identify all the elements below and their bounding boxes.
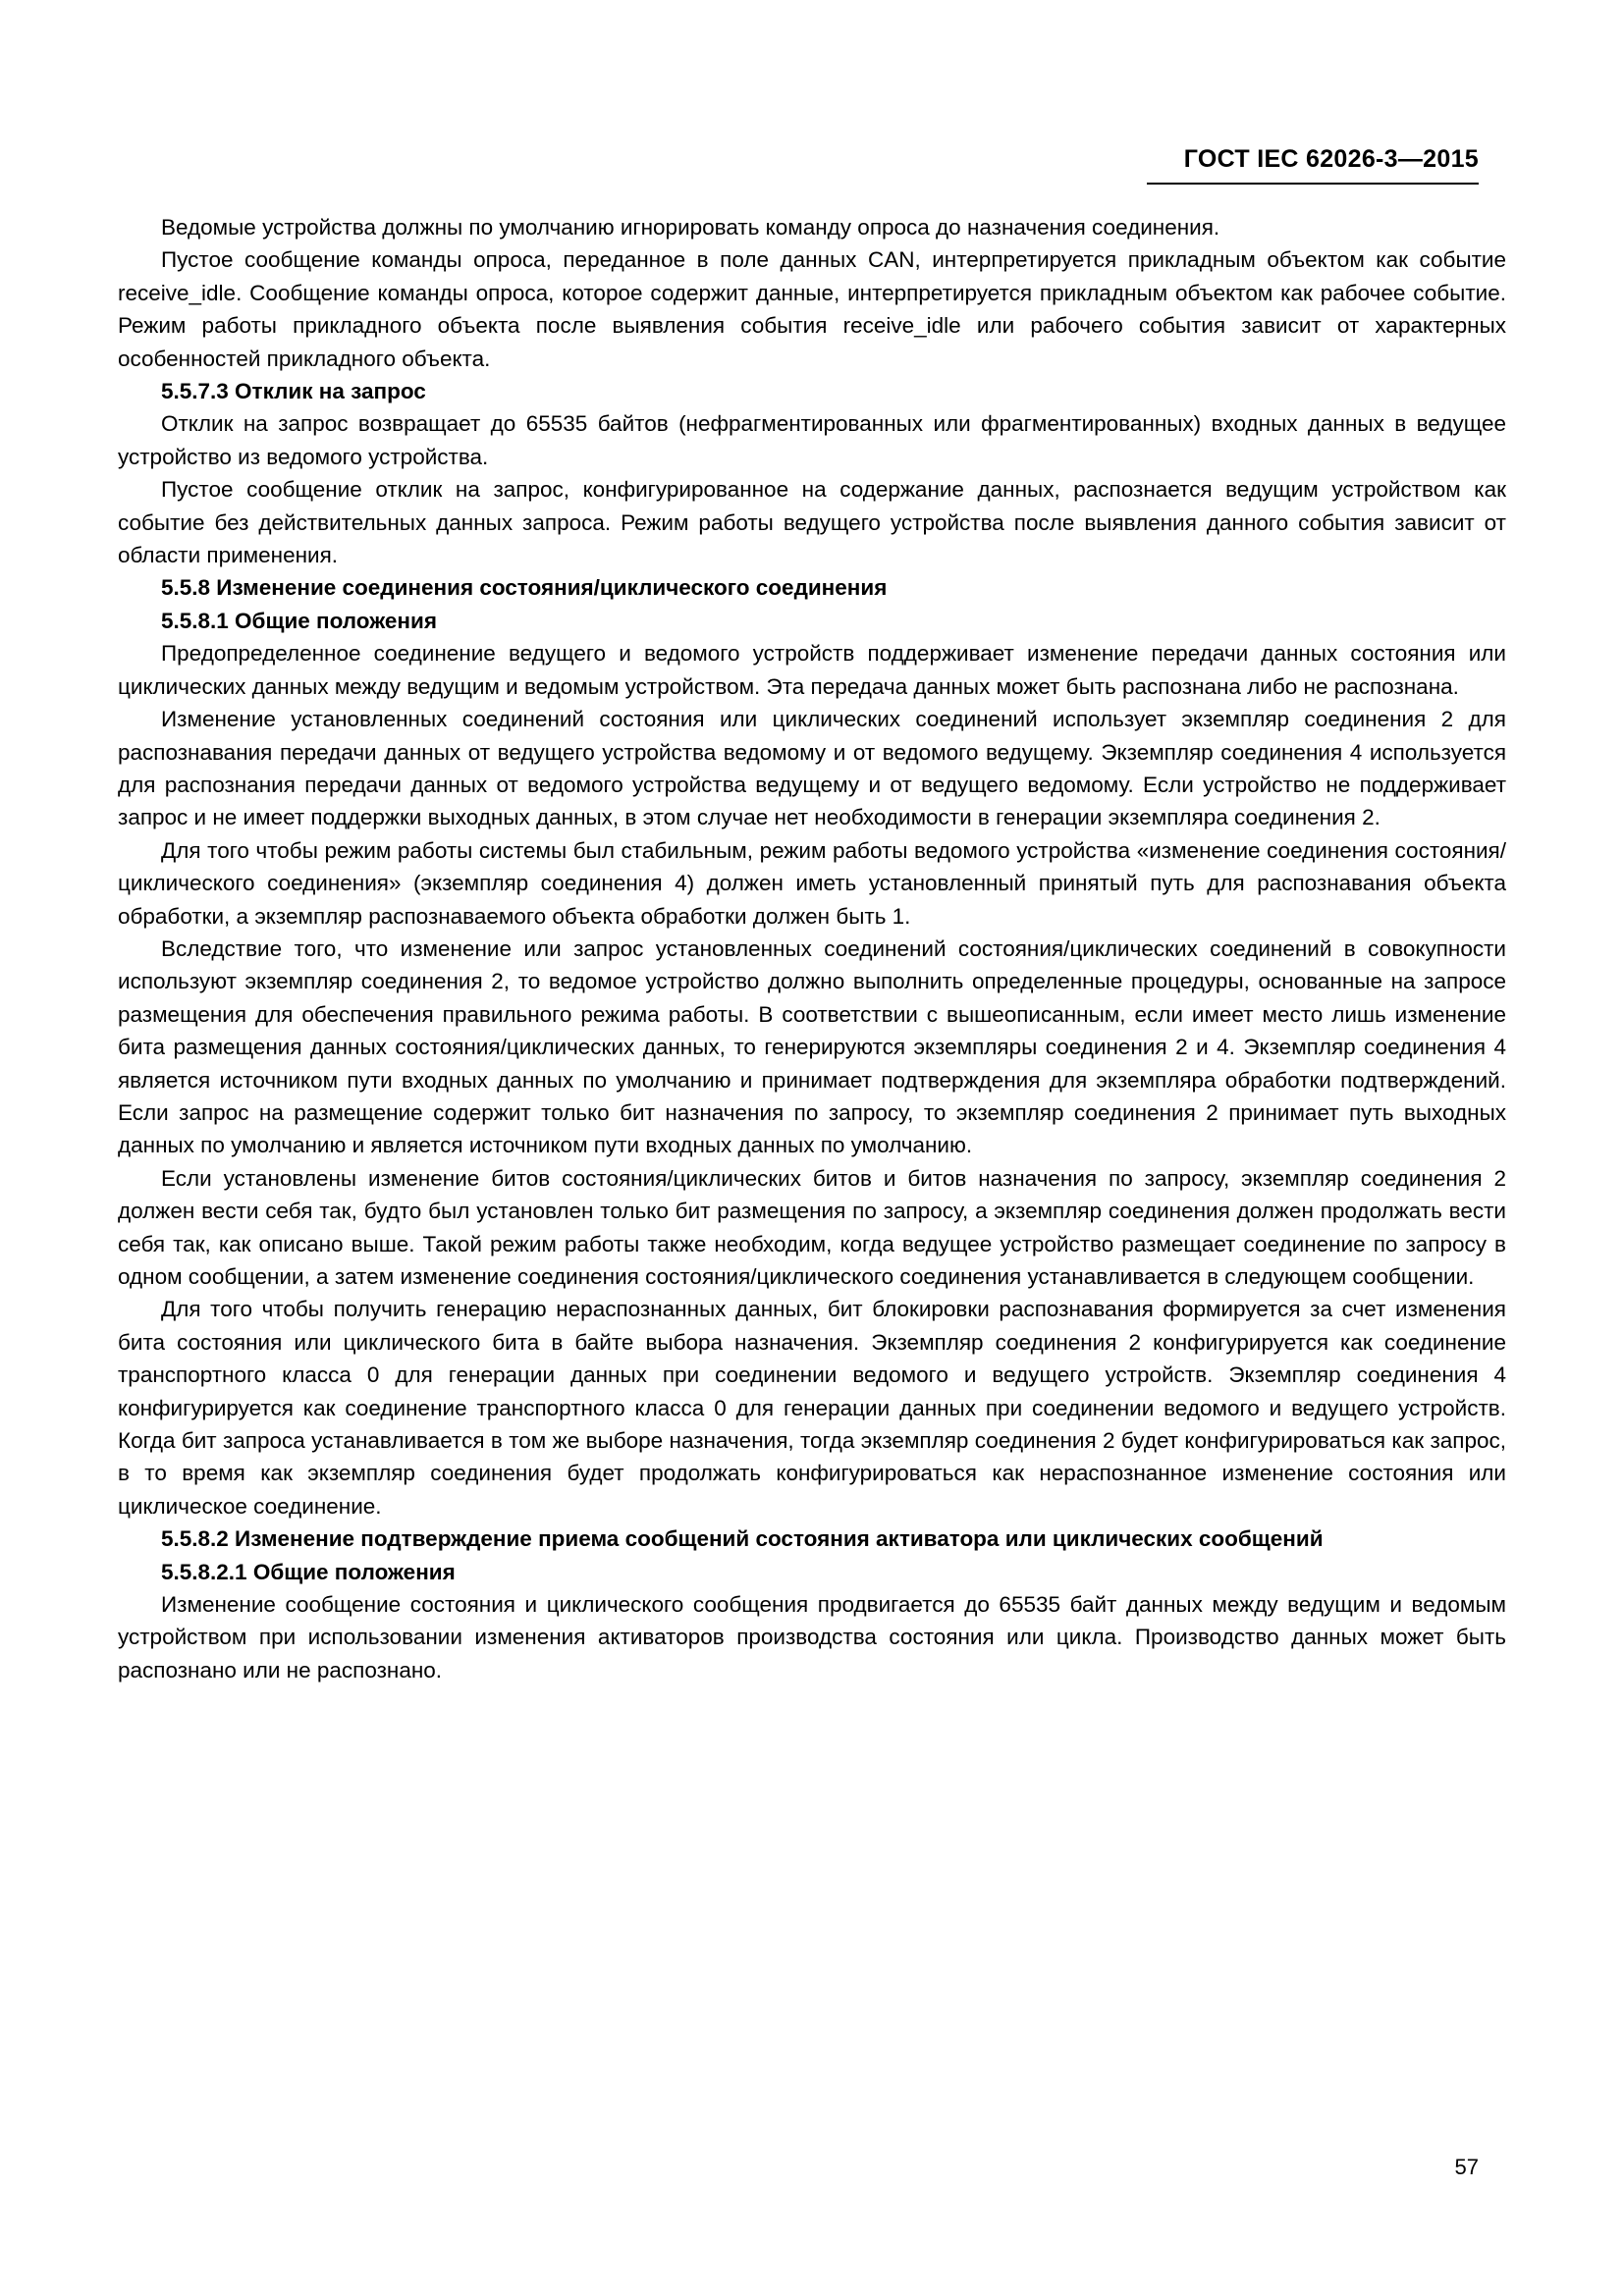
section-heading: 5.5.8 Изменение соединения состояния/циклического соединения bbox=[161, 575, 888, 601]
section-heading: 5.5.8.2 Изменение подтверждение приема сообщений состояния активатора или циклических сообщений bbox=[161, 1526, 1324, 1552]
paragraph: Отклик на запрос возвращает до 65535 байтов (нефрагментированных или фрагментированных) входных данных в ведущее устройство из ведомого устройства. bbox=[118, 411, 1506, 469]
paragraph: Предопределенное соединение ведущего и ведомого устройств поддерживает изменение передачи данных состояния или циклических данных между ведущим и ведомым устройством. Эта передача данных может быть распознана либо не распознана. bbox=[118, 641, 1506, 699]
paragraph: Пустое сообщение команды опроса, переданное в поле данных CAN, интерпретируется прикладным объектом как событие receive_idle. Сообщение команды опроса, которое содержит данные, интерпретируется прикладным объектом как рабочее событие. Режим работы прикладного объекта после выявления события receive_idle или рабочего события зависит от характерных особенностей прикладного объекта. bbox=[118, 247, 1506, 371]
paragraph: Изменение сообщение состояния и циклического сообщения продвигается до 65535 байт данных между ведущим и ведомым устройством при использовании изменения активаторов производства состояния или цикла. Производство данных может быть распознано или не распознано. bbox=[118, 1592, 1506, 1682]
paragraph: Для того чтобы режим работы системы был стабильным, режим работы ведомого устройства «изменение соединения состояния/циклического соединения» (экземпляр соединения 4) должен иметь установленный принятый путь для распознавания объекта обработки, а экземпляр распознаваемого объекта обработки должен быть 1. bbox=[118, 837, 1506, 929]
page-number: 57 bbox=[1454, 2155, 1479, 2179]
section-heading: 5.5.7.3 Отклик на запрос bbox=[161, 379, 426, 404]
header-divider bbox=[1147, 183, 1479, 185]
page-body bbox=[118, 211, 1506, 1686]
paragraph: Ведомые устройства должны по умолчанию игнорировать команду опроса до назначения соединения. bbox=[161, 215, 1220, 240]
paragraph: Пустое сообщение отклик на запрос, конфигурированное на содержание данных, распознается ведущим устройством как событие без действительных данных запроса. Режим работы ведущего устройства после выявления данного события зависит от области применения. bbox=[118, 477, 1506, 568]
section-heading: 5.5.8.1 Общие положения bbox=[161, 608, 437, 633]
page-header-title: ГОСТ IEC 62026-3—2015 bbox=[1183, 145, 1479, 173]
paragraph: Для того чтобы получить генерацию нераспознанных данных, бит блокировки распознавания формируется за счет изменения бита состояния или циклического бита в байте выбора назначения. Экземпляр соединения 2 конфигурируется как соединение транспортного класса 0 для генерации данных при соединении ведомого и ведущего устройств. Экземпляр соединения 4 конфигурируется как соединение транспортного класса 0 для генерации данных при соединении ведомого и ведущего устройств. Когда бит запроса устанавливается в том же выборе назначения, тогда экземпляр соединения 2 будет конфигурироваться как запрос, в то время как экземпляр соединения будет продолжать конфигурироваться как нераспознанное изменение состояния или циклическое соединение. bbox=[118, 1297, 1506, 1519]
paragraph: Изменение установленных соединений состояния или циклических соединений использует экземпляр соединения 2 для распознавания передачи данных от ведущего устройства ведомому и от ведомого ведущему. Экземпляр соединения 4 используется для распознания передачи данных от ведомого устройства ведущему и от ведущего ведомому. Если устройство не поддерживает запрос и не имеет поддержки выходных данных, в этом случае нет необходимости в генерации экземпляра соединения 2. bbox=[118, 707, 1506, 830]
paragraph: Если установлены изменение битов состояния/циклических битов и битов назначения по запросу, экземпляр соединения 2 должен вести себя так, будто был установлен только бит размещения по запросу, а экземпляр соединения должен продолжать вести себя так, как описано выше. Такой режим работы также необходим, когда ведущее устройство размещает соединение по запросу в одном сообщении, а затем изменение соединения состояния/циклического соединения устанавливается в следующем сообщении. bbox=[118, 1165, 1506, 1289]
section-heading: 5.5.8.2.1 Общие положения bbox=[161, 1559, 456, 1584]
paragraph: Вследствие того, что изменение или запрос установленных соединений состояния/циклических соединений в совокупности используют экземпляр соединения 2, то ведомое устройство должно выполнить определенные процедуры, основанные на запросе размещения для обеспечения правильного режима работы. В соответствии с вышеописанным, если имеет место лишь изменение бита размещения данных состояния/циклических данных, то генерируются экземпляры соединения 2 и 4. Экземпляр соединения 4 является источником пути входных данных по умолчанию и принимает подтверждения для экземпляра обработки подтверждений. Если запрос на размещение содержит только бит назначения по запросу, то экземпляр соединения 2 принимает путь выходных данных по умолчанию и является источником пути входных данных по умолчанию. bbox=[118, 935, 1506, 1158]
